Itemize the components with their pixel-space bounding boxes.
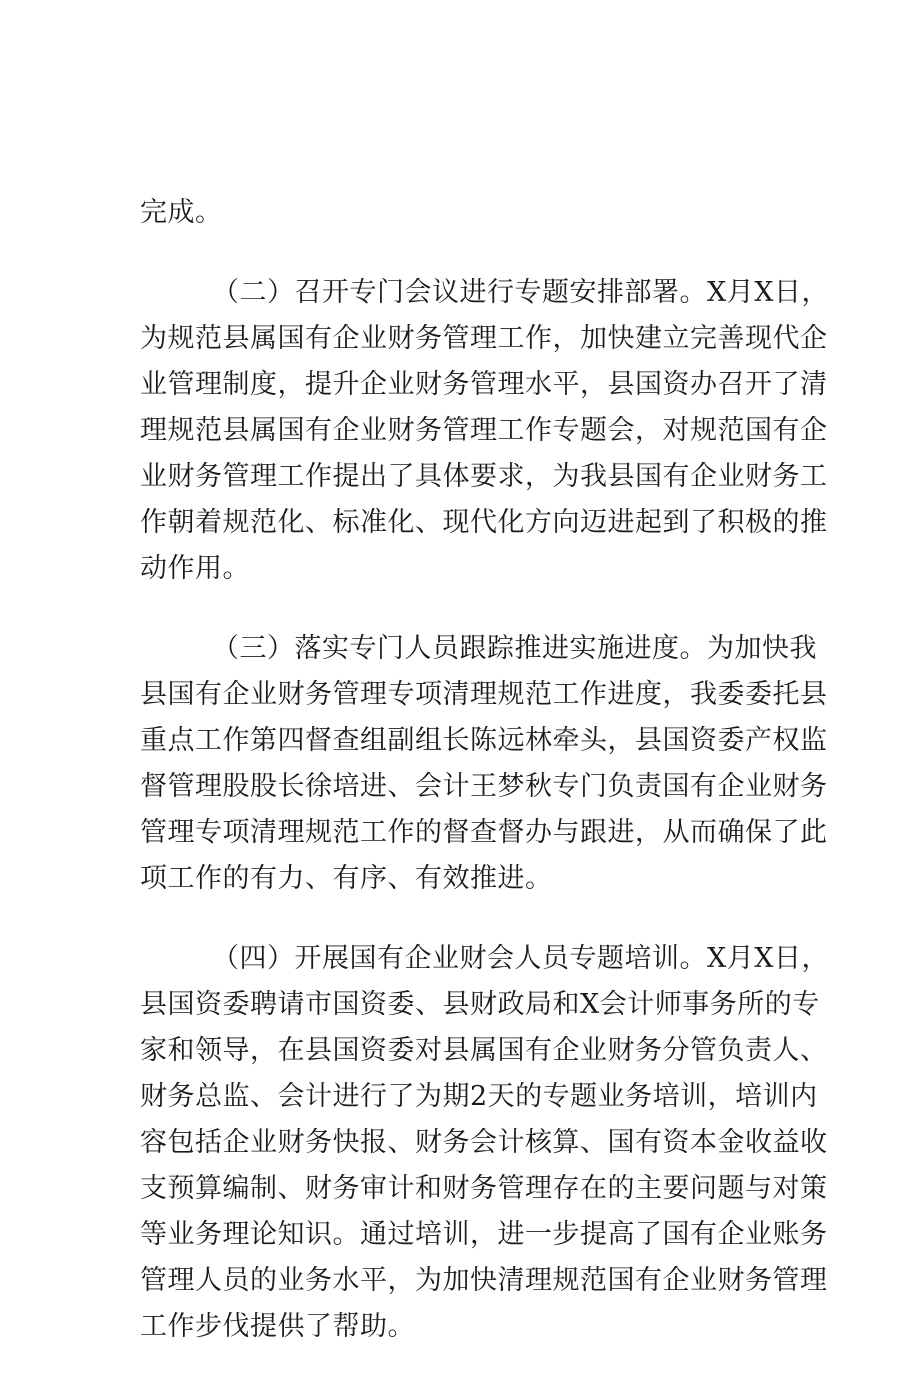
text-line: 支预算编制、财务审计和财务管理存在的主要问题与对策 (140, 1173, 828, 1204)
text-line: 完成。 (140, 197, 223, 228)
paragraph-section-4 (140, 936, 829, 1350)
text-line: 管理人员的业务水平，为加快清理规范国有企业财务管理 (140, 1265, 828, 1296)
text-line: 管理专项清理规范工作的督查督办与跟进，从而确保了此 (140, 817, 828, 848)
text-line: 理规范县属国有企业财务管理工作专题会，对规范国有企 (140, 415, 828, 446)
text-line: 家和领导，在县国资委对县属国有企业财务分管负责人、 (140, 1035, 828, 1066)
text-line: 县国资委聘请市国资委、县财政局和X会计师事务所的专 (140, 989, 820, 1020)
text-line: 县国有企业财务管理专项清理规范工作进度，我委委托县 (140, 679, 828, 710)
text-line: 为规范县属国有企业财务管理工作，加快建立完善现代企 (140, 323, 828, 354)
text-line: 业管理制度，提升企业财务管理水平，县国资办召开了清 (140, 369, 828, 400)
text-line: 督管理股股长徐培进、会计王梦秋专门负责国有企业财务 (140, 771, 828, 802)
section-heading-line: （四）开展国有企业财会人员专题培训。X月X日， (212, 943, 829, 974)
document-body (140, 190, 829, 1384)
text-line: 容包括企业财务快报、财务会计核算、国有资本金收益收 (140, 1127, 828, 1158)
text-line: 业财务管理工作提出了具体要求，为我县国有企业财务工 (140, 461, 828, 492)
text-line: 作朝着规范化、标准化、现代化方向迈进起到了积极的推 (140, 507, 828, 538)
text-line: 项工作的有力、有序、有效推进。 (140, 863, 553, 894)
text-line: 财务总监、会计进行了为期2天的专题业务培训，培训内 (140, 1081, 818, 1112)
section-heading-line: （三）落实专门人员跟踪推进实施进度。为加快我 (212, 633, 817, 664)
text-line: 等业务理论知识。通过培训，进一步提高了国有企业账务 (140, 1219, 828, 1250)
paragraph-section-2 (140, 270, 829, 592)
text-line: 工作步伐提供了帮助。 (140, 1311, 415, 1342)
paragraph-section-3 (140, 626, 828, 902)
section-heading-line: （二）召开专门会议进行专题安排部署。X月X日， (212, 277, 829, 308)
text-line: 动作用。 (140, 553, 250, 584)
text-line: 重点工作第四督查组副组长陈远林牵头，县国资委产权监 (140, 725, 828, 756)
paragraph-continuation (140, 190, 800, 236)
